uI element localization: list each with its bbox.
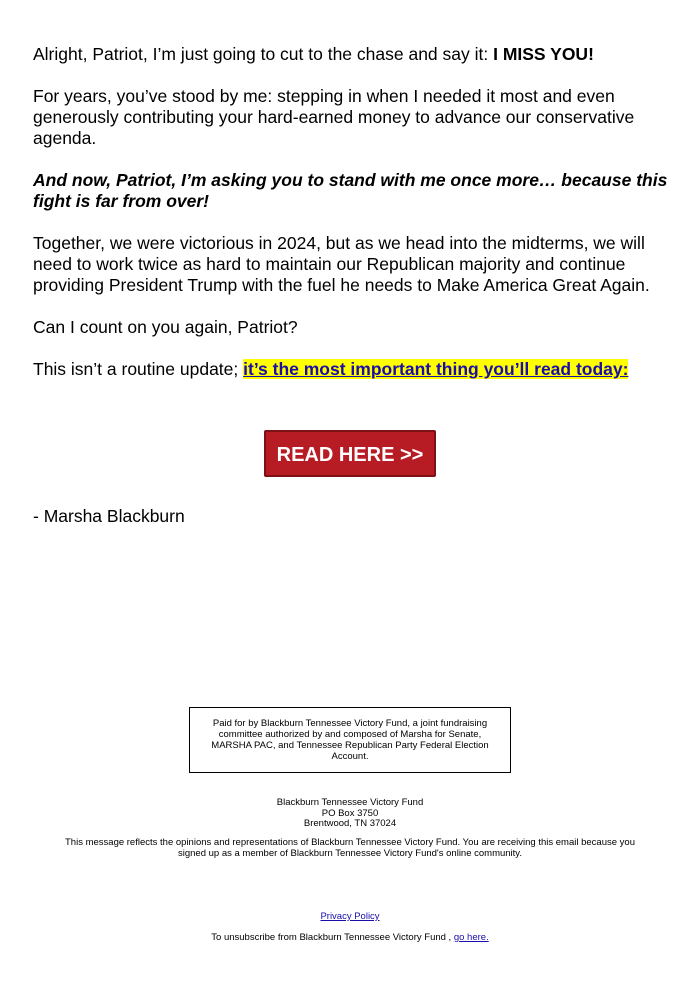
city-state-zip: Brentwood, TN 37024 <box>303 818 397 829</box>
subscription-notice: This message reflects the opinions and representations of Blackburn Tennessee Victory Fund. You are receiving this email because you signed up as a member of Blackburn Tennessee Victory Fund's online community. <box>65 837 635 859</box>
unsubscribe-link[interactable]: go here. <box>453 932 489 943</box>
privacy-policy-link[interactable]: Privacy Policy <box>320 911 380 922</box>
org-name: Blackburn Tennessee Victory Fund <box>276 797 424 808</box>
read-today-link[interactable]: it’s the most important thing you’ll read today: <box>243 359 629 379</box>
privacy-row <box>0 912 700 923</box>
email-body <box>33 44 673 401</box>
paragraph-greeting <box>33 44 673 65</box>
unsubscribe-text: To unsubscribe from Blackburn Tennessee Victory Fund , <box>211 932 454 943</box>
signoff: - Marsha Blackburn <box>33 506 185 526</box>
greeting-text: Alright, Patriot, I’m just going to cut to the chase and say it: <box>33 44 494 64</box>
cta-container <box>0 430 700 477</box>
paragraph-appeal: And now, Patriot, I’m asking you to stand with me once more… because this fight is far from over! <box>33 170 668 211</box>
greeting-emphasis: I MISS YOU! <box>493 44 594 64</box>
paragraph-update <box>33 359 673 380</box>
paragraph-history: For years, you’ve stood by me: stepping in when I needed it most and even generously contributing your hard-earned money to advance our conservative agenda. <box>33 86 635 148</box>
po-box: PO Box 3750 <box>321 807 379 819</box>
mailing-address <box>0 798 700 830</box>
paragraph-midterms: Together, we were victorious in 2024, but as we head into the midterms, we will need to work twice as hard to maintain our Republican majority and continue providing President Trump with the fuel he needs to Make America Great Again. <box>33 233 650 295</box>
paragraph-question: Can I count on you again, Patriot? <box>33 317 298 337</box>
unsubscribe-row <box>0 933 700 944</box>
paid-for-disclaimer: Paid for by Blackburn Tennessee Victory Fund, a joint fundraising committee authorized by and composed of Marsha for Senate, MARSHA PAC, and Tennessee Republican Party Federal Election Account. <box>189 707 511 773</box>
update-text: This isn’t a routine update; <box>33 359 244 379</box>
read-here-button[interactable]: READ HERE >> <box>264 430 436 477</box>
